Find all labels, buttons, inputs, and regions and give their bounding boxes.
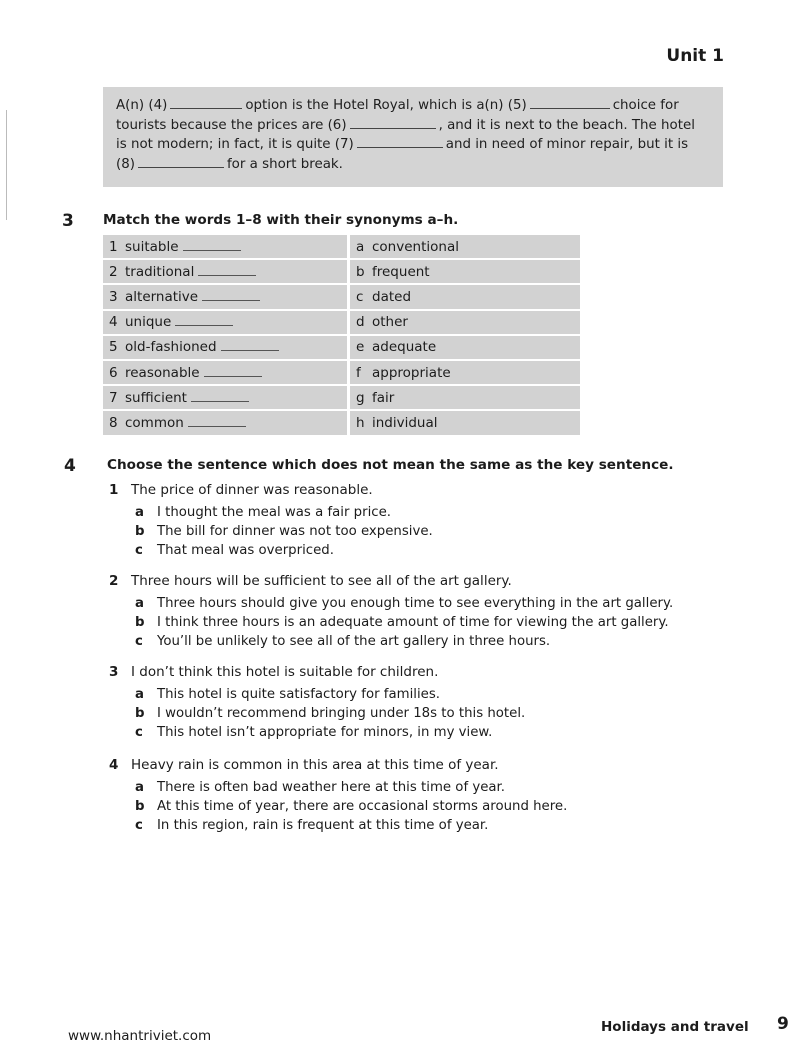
word-cell	[103, 410, 349, 435]
exercise-title	[107, 457, 674, 473]
website-footer: www.nhantriviet.com	[68, 1028, 212, 1044]
word-number: 1	[109, 238, 118, 255]
passage-line	[116, 96, 709, 116]
question-sentence	[109, 482, 373, 498]
answer-blank[interactable]	[198, 264, 256, 276]
answer-option[interactable]	[135, 706, 525, 721]
passage-text: (8)	[116, 156, 135, 172]
answer-blank[interactable]	[170, 96, 242, 109]
question-number: 1	[109, 482, 119, 498]
synonym-text: appropriate	[372, 364, 451, 381]
answer-option[interactable]	[135, 687, 440, 702]
option-letter: b	[135, 524, 145, 539]
option-text: I think three hours is an adequate amount of time for viewing the art gallery.	[157, 615, 669, 630]
answer-option[interactable]	[135, 524, 433, 539]
gap-fill-passage	[103, 87, 723, 187]
scan-margin-line	[6, 110, 7, 220]
synonym-text: adequate	[372, 339, 437, 356]
table-row	[103, 284, 580, 309]
word-number: 6	[109, 364, 118, 381]
answer-option[interactable]	[135, 634, 550, 649]
title-text: mean the same as the key sentence.	[387, 457, 674, 473]
word-text: alternative	[125, 288, 199, 305]
option-text: I thought the meal was a fair price.	[157, 505, 392, 520]
page-number: 9	[777, 1014, 789, 1034]
answer-option[interactable]	[135, 780, 505, 795]
passage-line	[116, 155, 709, 175]
option-letter: c	[135, 634, 143, 649]
synonym-letter: g	[356, 389, 365, 406]
option-text: Three hours should give you enough time to see everything in the art gallery.	[157, 596, 674, 611]
option-letter: a	[135, 687, 144, 702]
word-cell	[103, 385, 349, 410]
option-text: That meal was overpriced.	[157, 543, 334, 558]
exercise-title: Match the words 1–8 with their synonyms a–h.	[103, 212, 459, 228]
synonym-text: frequent	[372, 263, 430, 280]
passage-text: tourists because the prices are (6)	[116, 117, 347, 133]
table-row	[103, 385, 580, 410]
question-number: 4	[109, 757, 119, 773]
synonym-letter: e	[356, 339, 365, 356]
answer-blank[interactable]	[530, 96, 610, 109]
answer-blank[interactable]	[357, 135, 443, 148]
option-letter: b	[135, 799, 145, 814]
passage-text: choice for	[612, 98, 679, 113]
question-text: I don’t think this hotel is suitable for children.	[131, 664, 439, 680]
word-cell	[103, 235, 349, 259]
passage-line	[116, 135, 709, 155]
synonym-letter: d	[356, 314, 365, 331]
word-text: unique	[125, 314, 172, 331]
question-number: 3	[109, 664, 119, 680]
option-text: The bill for dinner was not too expensive.	[157, 524, 433, 539]
passage-text: for a short break.	[226, 156, 343, 172]
word-number: 3	[109, 288, 118, 305]
synonym-letter: f	[356, 364, 361, 381]
exercise-number: 4	[64, 456, 76, 476]
word-cell	[103, 360, 349, 385]
matching-table	[103, 235, 580, 437]
answer-option[interactable]	[135, 505, 391, 520]
answer-option[interactable]	[135, 818, 488, 833]
option-letter: c	[135, 818, 143, 833]
answer-blank[interactable]	[202, 289, 260, 301]
synonym-text: fair	[372, 389, 395, 406]
answer-blank[interactable]	[350, 116, 436, 129]
option-text: I wouldn’t recommend bringing under 18s to this hotel.	[157, 706, 526, 721]
word-text: sufficient	[125, 389, 187, 406]
word-text: old-fashioned	[125, 339, 217, 356]
passage-text: is not modern; in fact, it is quite (7)	[116, 137, 354, 152]
passage-text: , and it is next to the beach. The hotel	[438, 117, 695, 133]
answer-option[interactable]	[135, 799, 567, 814]
question-text: Heavy rain is common in this area at this time of year.	[131, 757, 499, 773]
word-number: 7	[109, 389, 118, 406]
synonym-cell	[349, 284, 581, 309]
synonym-cell	[349, 335, 581, 360]
answer-blank[interactable]	[175, 314, 233, 326]
passage-text: and in need of minor repair, but it is	[445, 137, 689, 152]
table-row	[103, 235, 580, 259]
synonym-letter: c	[356, 288, 364, 305]
synonym-letter: h	[356, 414, 365, 431]
synonym-letter: b	[356, 263, 365, 280]
option-text: You’ll be unlikely to see all of the art gallery in three hours.	[157, 634, 551, 649]
word-cell	[103, 310, 349, 335]
table-row	[103, 410, 580, 435]
table-row	[103, 335, 580, 360]
unit-heading: Unit 1	[666, 46, 724, 66]
synonym-letter: a	[356, 238, 365, 255]
option-text: At this time of year, there are occasional storms around here.	[157, 799, 568, 814]
option-letter: b	[135, 615, 145, 630]
question-text: The price of dinner was reasonable.	[131, 482, 373, 498]
synonym-text: other	[372, 314, 408, 331]
passage-text: option is the Hotel Royal, which is a(n) (5)	[245, 98, 527, 113]
synonym-cell	[349, 235, 581, 259]
exercise-number: 3	[62, 211, 74, 231]
option-text: In this region, rain is frequent at this time of year.	[157, 818, 489, 833]
synonym-text: dated	[372, 288, 412, 305]
option-letter: b	[135, 706, 145, 721]
answer-blank[interactable]	[204, 365, 262, 377]
answer-blank[interactable]	[221, 339, 279, 351]
synonym-cell	[349, 310, 581, 335]
option-text: This hotel is quite satisfactory for families.	[157, 687, 440, 702]
question-text: Three hours will be sufficient to see all of the art gallery.	[131, 573, 512, 589]
synonym-cell	[349, 360, 581, 385]
option-letter: a	[135, 596, 144, 611]
answer-blank[interactable]	[183, 239, 241, 251]
word-cell	[103, 335, 349, 360]
word-text: common	[125, 414, 184, 431]
word-number: 5	[109, 339, 118, 356]
table-row	[103, 360, 580, 385]
section-footer: Holidays and travel	[601, 1019, 749, 1035]
answer-blank[interactable]	[138, 155, 224, 168]
title-text: Choose the sentence which does	[107, 457, 363, 473]
question-sentence	[109, 573, 512, 589]
word-number: 2	[109, 263, 118, 280]
synonym-cell	[349, 259, 581, 284]
word-text: traditional	[125, 263, 195, 280]
passage-line	[116, 116, 709, 136]
question-sentence	[109, 757, 499, 773]
question-sentence	[109, 664, 438, 680]
option-letter: c	[135, 725, 143, 740]
option-letter: c	[135, 543, 143, 558]
answer-option[interactable]	[135, 596, 673, 611]
question-number: 2	[109, 573, 119, 589]
answer-option[interactable]	[135, 615, 669, 630]
synonym-cell	[349, 410, 581, 435]
passage-text: A(n) (4)	[116, 98, 168, 113]
answer-option[interactable]	[135, 725, 492, 740]
synonym-text: conventional	[372, 238, 459, 255]
word-cell	[103, 284, 349, 309]
answer-blank[interactable]	[191, 390, 249, 402]
answer-blank[interactable]	[188, 415, 246, 427]
word-number: 4	[109, 314, 118, 331]
synonym-cell	[349, 385, 581, 410]
word-text: suitable	[125, 238, 179, 255]
word-text: reasonable	[125, 364, 200, 381]
answer-option[interactable]	[135, 543, 334, 558]
option-letter: a	[135, 505, 144, 520]
word-cell	[103, 259, 349, 284]
option-letter: a	[135, 780, 144, 795]
synonym-text: individual	[372, 414, 438, 431]
option-text: This hotel isn’t appropriate for minors, in my view.	[157, 725, 493, 740]
table-row	[103, 259, 580, 284]
option-text: There is often bad weather here at this time of year.	[157, 780, 506, 795]
table-row	[103, 310, 580, 335]
word-number: 8	[109, 414, 118, 431]
title-emphasis: not	[362, 457, 388, 473]
